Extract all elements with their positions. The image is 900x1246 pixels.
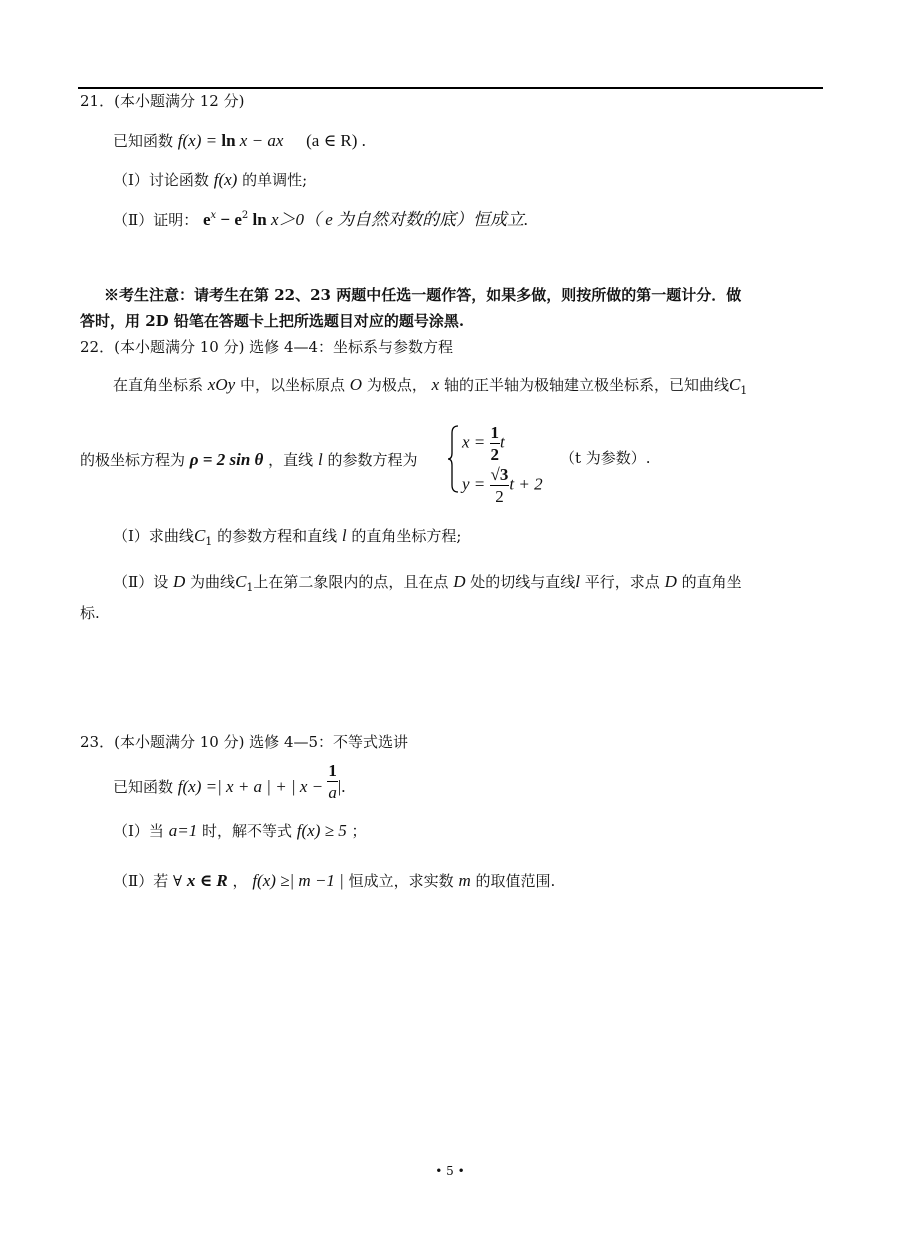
system-brace bbox=[447, 425, 459, 493]
q22-param-note: （t 为参数）. bbox=[560, 449, 651, 467]
q22-system-bottom: y = $\frac{√3}{2}$ t + 2 bbox=[462, 465, 543, 506]
q22-system-top: x = $\frac{1}{2}$ t bbox=[462, 423, 505, 464]
q23-header: 23．(本小题满分 10 分) 选修 4—5：不等式选讲 bbox=[80, 733, 409, 751]
notice-line-1: ※考生注意：请考生在第 22、23 两题中任选一题作答，如果多做，则按所做的第一题计分．做 bbox=[104, 286, 742, 304]
q22-line-1: 在直角坐标系 xOy 中，以坐标原点 O 为极点， x 轴的正半轴为极轴建立极坐标系，已知曲线$C_1$ bbox=[113, 375, 748, 397]
q21-part2: （Ⅱ）证明： $e^x - e^2$ ln x＞0（ e 为自然对数的底）恒成立. bbox=[113, 210, 529, 229]
q21-part1: （Ⅰ）讨论函数 f(x) 的单调性; bbox=[113, 170, 308, 189]
q22-line-2: 的极坐标方程为 ρ = 2 sin θ ，直线 l 的参数方程为 bbox=[80, 450, 418, 469]
q22-header: 22．(本小题满分 10 分) 选修 4—4：坐标系与参数方程 bbox=[80, 338, 454, 356]
q23-intro: 已知函数 f(x) =| x + a | + | x − $\frac{1}{a}$ |. bbox=[113, 761, 346, 802]
q22-part1: （Ⅰ）求曲线$C_1$ 的参数方程和直线 l 的直角坐标方程; bbox=[113, 526, 462, 548]
q21-intro: 已知函数 f(x) = ln x − ax (a ∈ R) . bbox=[113, 131, 366, 150]
header-rule bbox=[78, 87, 823, 89]
q23-part1: （Ⅰ）当 a=1 时，解不等式 f(x) ≥ 5 ； bbox=[113, 821, 367, 840]
page-number: • 5 • bbox=[435, 1164, 465, 1178]
q23-part2: （Ⅱ）若 ∀ x ∈ R ， f(x) ≥| m −1 | 恒成立，求实数 m 的取值范围. bbox=[113, 871, 556, 890]
q21-header: 21．(本小题满分 12 分) bbox=[80, 92, 245, 110]
q22-part2: （Ⅱ）设 D 为曲线$C_1$上在第二象限内的点，且在点 D 处的切线与直线l 平行，求点 D 的直角坐 bbox=[113, 572, 742, 594]
q22-part2-continued: 标. bbox=[80, 604, 100, 622]
notice-line-2: 答时，用 2D 铅笔在答题卡上把所选题目对应的题号涂黑. bbox=[80, 312, 465, 330]
